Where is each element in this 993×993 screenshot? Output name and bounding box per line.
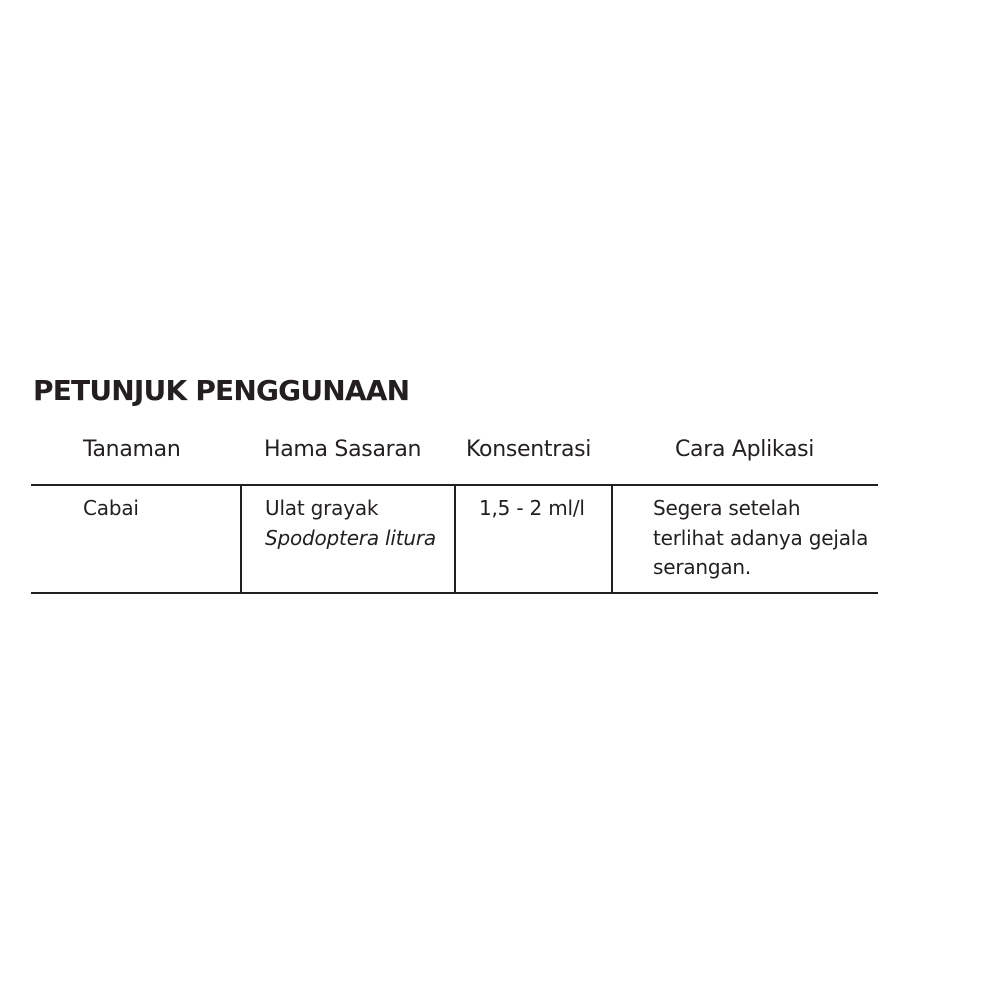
- header-cara-aplikasi: Cara Aplikasi: [675, 437, 815, 462]
- tanaman-value: Cabai: [83, 496, 139, 520]
- section-title: PETUNJUK PENGGUNAAN: [33, 374, 410, 407]
- cell-tanaman: [83, 494, 139, 524]
- cell-cara-aplikasi: [653, 494, 868, 583]
- pest-common-name: Ulat grayak: [265, 496, 379, 520]
- konsentrasi-value: 1,5 - 2 ml/l: [479, 496, 585, 520]
- cell-hama-sasaran: [265, 494, 436, 553]
- column-divider-2: [454, 485, 456, 593]
- header-hama-sasaran: Hama Sasaran: [264, 437, 422, 462]
- cara-aplikasi-line: serangan.: [653, 555, 752, 579]
- cell-konsentrasi: [479, 494, 585, 524]
- cara-aplikasi-line: Segera setelah: [653, 496, 801, 520]
- column-divider-1: [240, 485, 242, 593]
- column-divider-3: [611, 485, 613, 593]
- pest-scientific-name: Spodoptera litura: [265, 525, 436, 550]
- header-konsentrasi: Konsentrasi: [466, 437, 592, 462]
- cara-aplikasi-line: terlihat adanya gejala: [653, 525, 869, 550]
- header-tanaman: Tanaman: [83, 437, 181, 462]
